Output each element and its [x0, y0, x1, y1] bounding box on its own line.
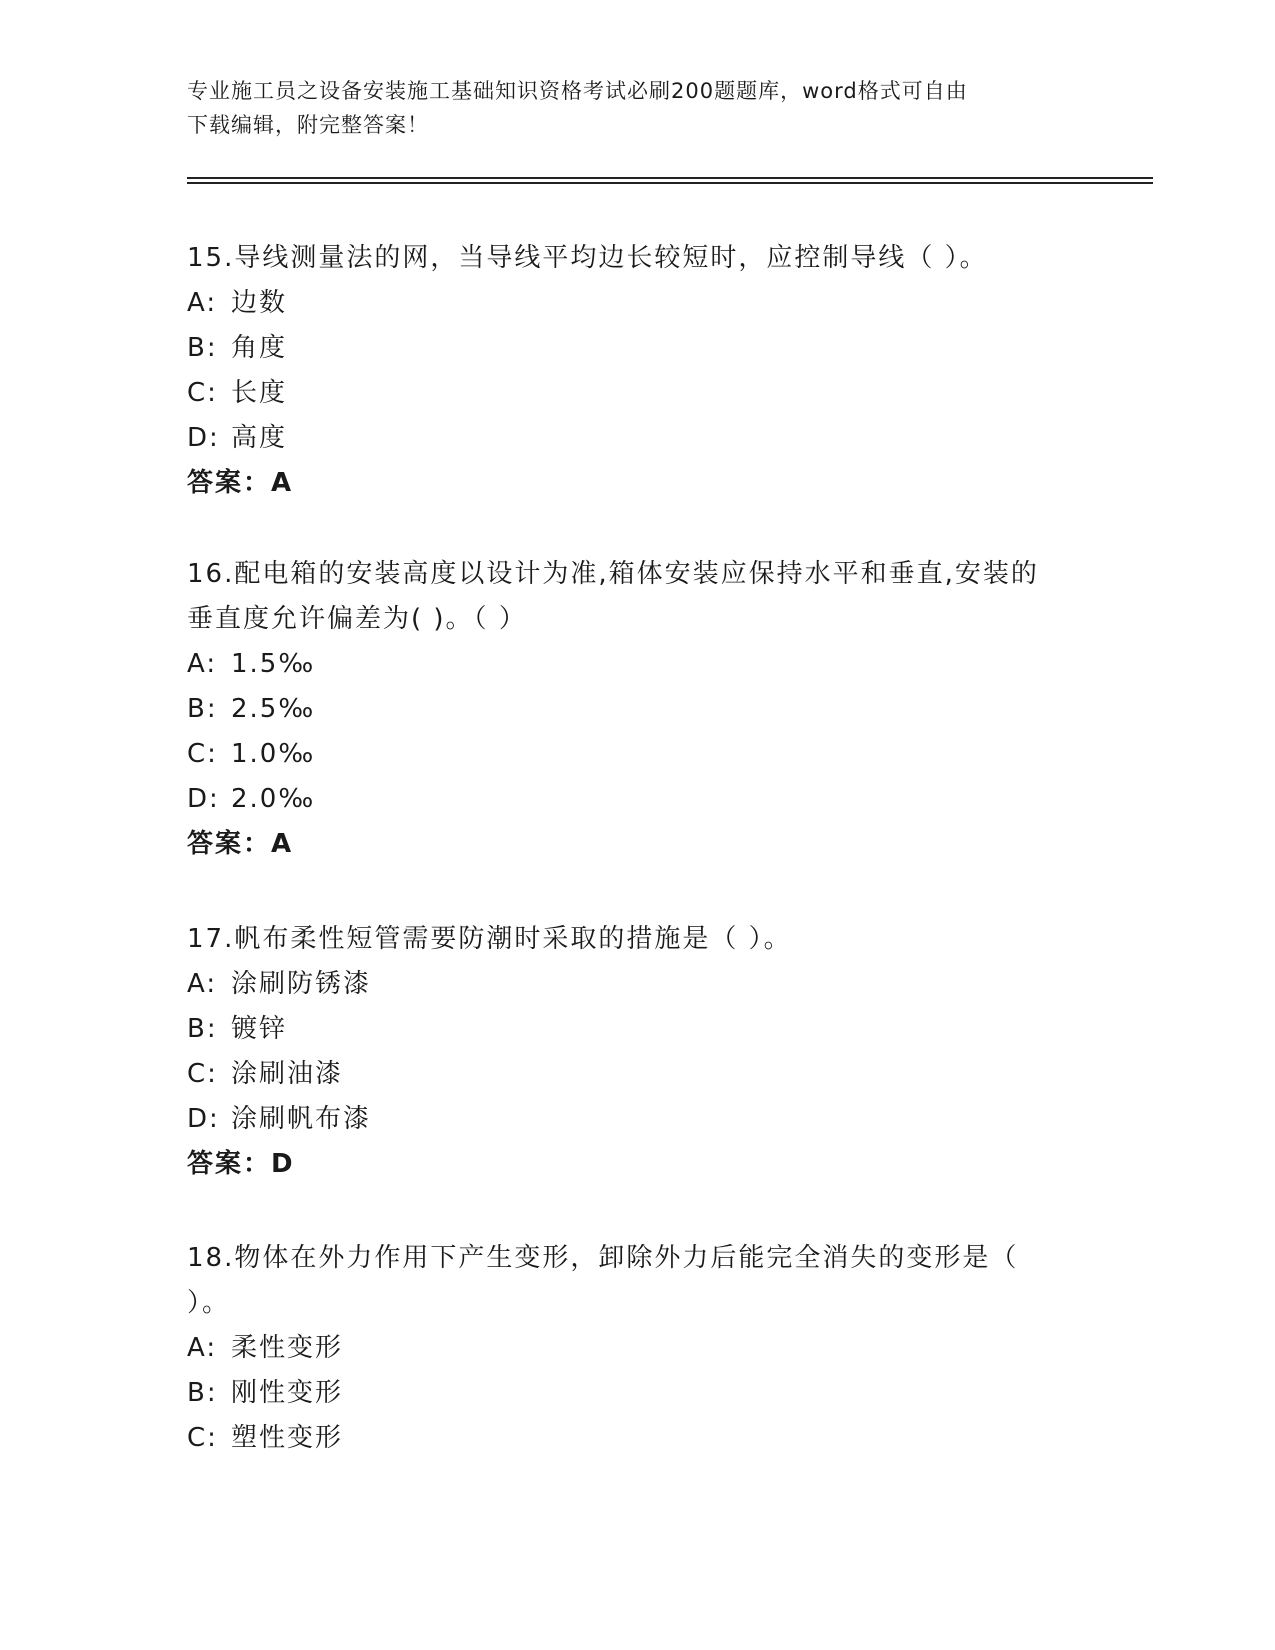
option-text: 涂刷防锈漆: [231, 969, 372, 999]
document-header: [187, 74, 1087, 142]
question-stem: 17.帆布柔性短管需要防潮时采取的措施是（ ）。: [187, 924, 792, 954]
question-16: [187, 552, 1087, 867]
option-text: 刚性变形: [231, 1378, 344, 1408]
option-letter: C:: [187, 378, 218, 408]
option-b: [187, 1371, 1087, 1416]
answer-line: 答案：A: [187, 829, 294, 859]
answer-line: 答案：A: [187, 468, 294, 498]
option-letter: D:: [187, 1104, 220, 1134]
option-c: [187, 1052, 1087, 1097]
option-d: [187, 1097, 1087, 1142]
option-text: 塑性变形: [231, 1423, 344, 1453]
option-letter: C:: [187, 1059, 218, 1089]
option-d: [187, 416, 1087, 461]
option-letter: B:: [187, 1378, 218, 1408]
question-stem-line-2: ）。: [187, 1288, 231, 1318]
option-text: 镀锌: [231, 1014, 288, 1044]
answer-line: 答案：D: [187, 1149, 295, 1179]
option-text: 1.5‰: [231, 649, 316, 679]
option-letter: B:: [187, 694, 218, 724]
option-text: 高度: [231, 423, 288, 453]
option-a: [187, 962, 1087, 1007]
option-text: 2.5‰: [231, 694, 316, 724]
option-letter: A:: [187, 969, 218, 999]
option-text: 2.0‰: [231, 784, 316, 814]
question-stem-line-1: 18.物体在外力作用下产生变形，卸除外力后能完全消失的变形是（: [187, 1243, 1019, 1273]
question-18: [187, 1236, 1087, 1461]
question-stem-line-2: 垂直度允许偏差为( )。（ ）: [187, 604, 527, 634]
option-b: [187, 687, 1087, 732]
option-a: [187, 642, 1087, 687]
option-letter: A:: [187, 1333, 218, 1363]
header-line-2: 下载编辑，附完整答案！: [187, 113, 429, 137]
option-c: [187, 732, 1087, 777]
option-letter: C:: [187, 739, 218, 769]
option-text: 长度: [231, 378, 288, 408]
option-a: [187, 1326, 1087, 1371]
option-text: 角度: [231, 333, 288, 363]
option-letter: B:: [187, 1014, 218, 1044]
header-line-1: 专业施工员之设备安装施工基础知识资格考试必刷200题题库，word格式可自由: [187, 79, 968, 103]
option-letter: A:: [187, 649, 218, 679]
option-b: [187, 1007, 1087, 1052]
option-text: 1.0‰: [231, 739, 316, 769]
option-text: 涂刷油漆: [231, 1059, 344, 1089]
question-stem-line-1: 16.配电箱的安装高度以设计为准,箱体安装应保持水平和垂直,安装的: [187, 559, 1039, 589]
option-d: [187, 777, 1087, 822]
option-c: [187, 1416, 1087, 1461]
option-letter: D:: [187, 784, 220, 814]
option-letter: A:: [187, 288, 218, 318]
option-a: [187, 281, 1087, 326]
question-stem: 15.导线测量法的网，当导线平均边长较短时，应控制导线（ ）。: [187, 243, 988, 273]
option-letter: D:: [187, 423, 220, 453]
option-letter: C:: [187, 1423, 218, 1453]
header-divider-bottom: [187, 182, 1153, 184]
question-15: [187, 236, 1087, 506]
option-c: [187, 371, 1087, 416]
option-text: 涂刷帆布漆: [231, 1104, 372, 1134]
option-text: 边数: [231, 288, 288, 318]
option-text: 柔性变形: [231, 1333, 344, 1363]
option-b: [187, 326, 1087, 371]
header-divider-top: [187, 177, 1153, 179]
option-letter: B:: [187, 333, 218, 363]
question-17: [187, 917, 1087, 1187]
